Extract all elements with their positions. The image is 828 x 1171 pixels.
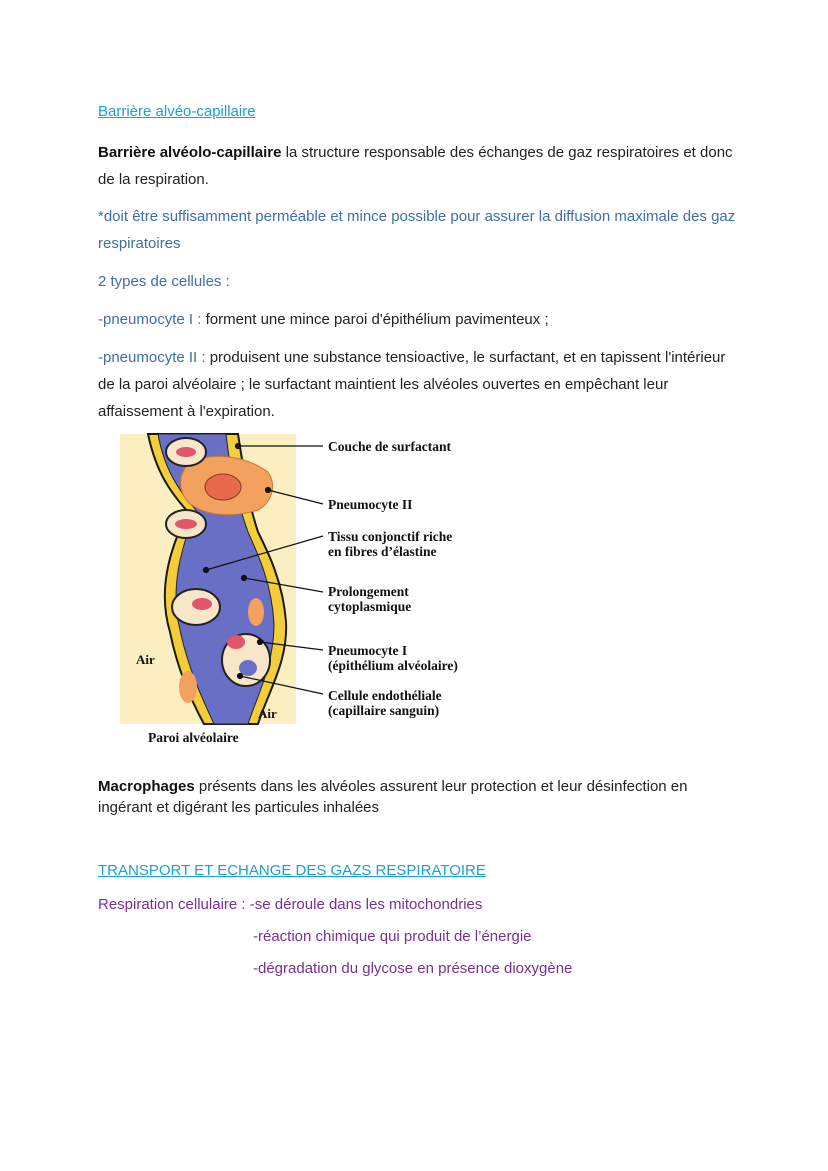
figure-caption: Paroi alvéolaire [148,730,239,745]
label-endothelial-cell-line2: (capillaire sanguin) [328,703,440,718]
label-pneumocyte-1: -pneumocyte I : [98,311,206,328]
text-pneumocyte-1: forment une mince paroi d'épithélium pavimenteux ; [205,311,549,328]
label-pneumocyte-i-line1: Pneumocyte I [328,643,408,658]
macrophages-text: présents dans les alvéoles assurent leur protection et leur désinfection en ingérant et digérant les particules inhalées [98,778,688,816]
pneumocyte-i-nucleus-2 [179,671,197,703]
respiration-line-1 [98,891,738,918]
label-endothelial-cell-line1: Cellule endothéliale [328,688,442,703]
red-cell-3 [192,598,212,610]
alveolar-wall-figure [118,432,518,750]
respiration-item-3: -dégradation du glycose en présence dioxygène [253,960,573,977]
pneumocyte-i-nucleus-1 [248,598,264,626]
respiration-lead: Respiration cellulaire : [98,896,250,913]
respiration-item-1: -se déroule dans les mitochondries [249,896,483,913]
red-cell-2 [175,519,197,529]
label-surfactant-layer: Couche de surfactant [328,439,451,454]
definition-text: la structure responsable des échanges de gaz respiratoires et donc de la respiration. [98,144,733,188]
red-cell-4 [227,635,245,649]
alveolar-wall-illustration [118,432,518,750]
paragraph-pneumocyte-1 [98,306,738,333]
heading-barriere-alveo-capillaire[interactable]: Barrière alvéo-capillaire [98,103,256,120]
label-pneumocyte-2: -pneumocyte II : [98,349,210,366]
term-barriere: Barrière alvéolo-capillaire [98,144,282,161]
text-pneumocyte-2: produisent une substance tensioactive, le surfactant, et en tapissent l'intérieur de la paroi alvéolaire ; le surfactant maintient les alvéoles ouvertes en empêchant leur affaissement à l'expiration. [98,349,726,420]
paragraph-pneumocyte-2 [98,344,738,425]
pneumocyte-ii-nucleus [205,474,241,500]
label-connective-tissue-line2: en fibres d’élastine [328,544,437,559]
paragraph-macrophages [98,776,738,818]
label-air-right: Air [258,706,277,721]
heading-transport-echange[interactable]: TRANSPORT ET ECHANGE DES GAZS RESPIRATOIRE [98,862,486,879]
paragraph-definition [98,139,738,193]
paragraph-permeability-note: *doit être suffisamment perméable et mince possible pour assurer la diffusion maximale des gaz respiratoires [98,208,736,252]
label-air-left: Air [136,652,155,667]
red-cell-1 [176,447,196,457]
label-cytoplasmic-extension-line2: cytoplasmique [328,599,412,614]
term-macrophages: Macrophages [98,778,195,795]
label-pneumocyte-ii: Pneumocyte II [328,497,413,512]
label-cytoplasmic-extension-line1: Prolongement [328,584,409,599]
label-connective-tissue-line1: Tissu conjonctif riche [328,529,453,544]
paragraph-cell-types: 2 types de cellules : [98,273,230,290]
respiration-item-2: -réaction chimique qui produit de l’énergie [253,928,532,945]
label-pneumocyte-i-line2: (épithélium alvéolaire) [328,658,458,673]
